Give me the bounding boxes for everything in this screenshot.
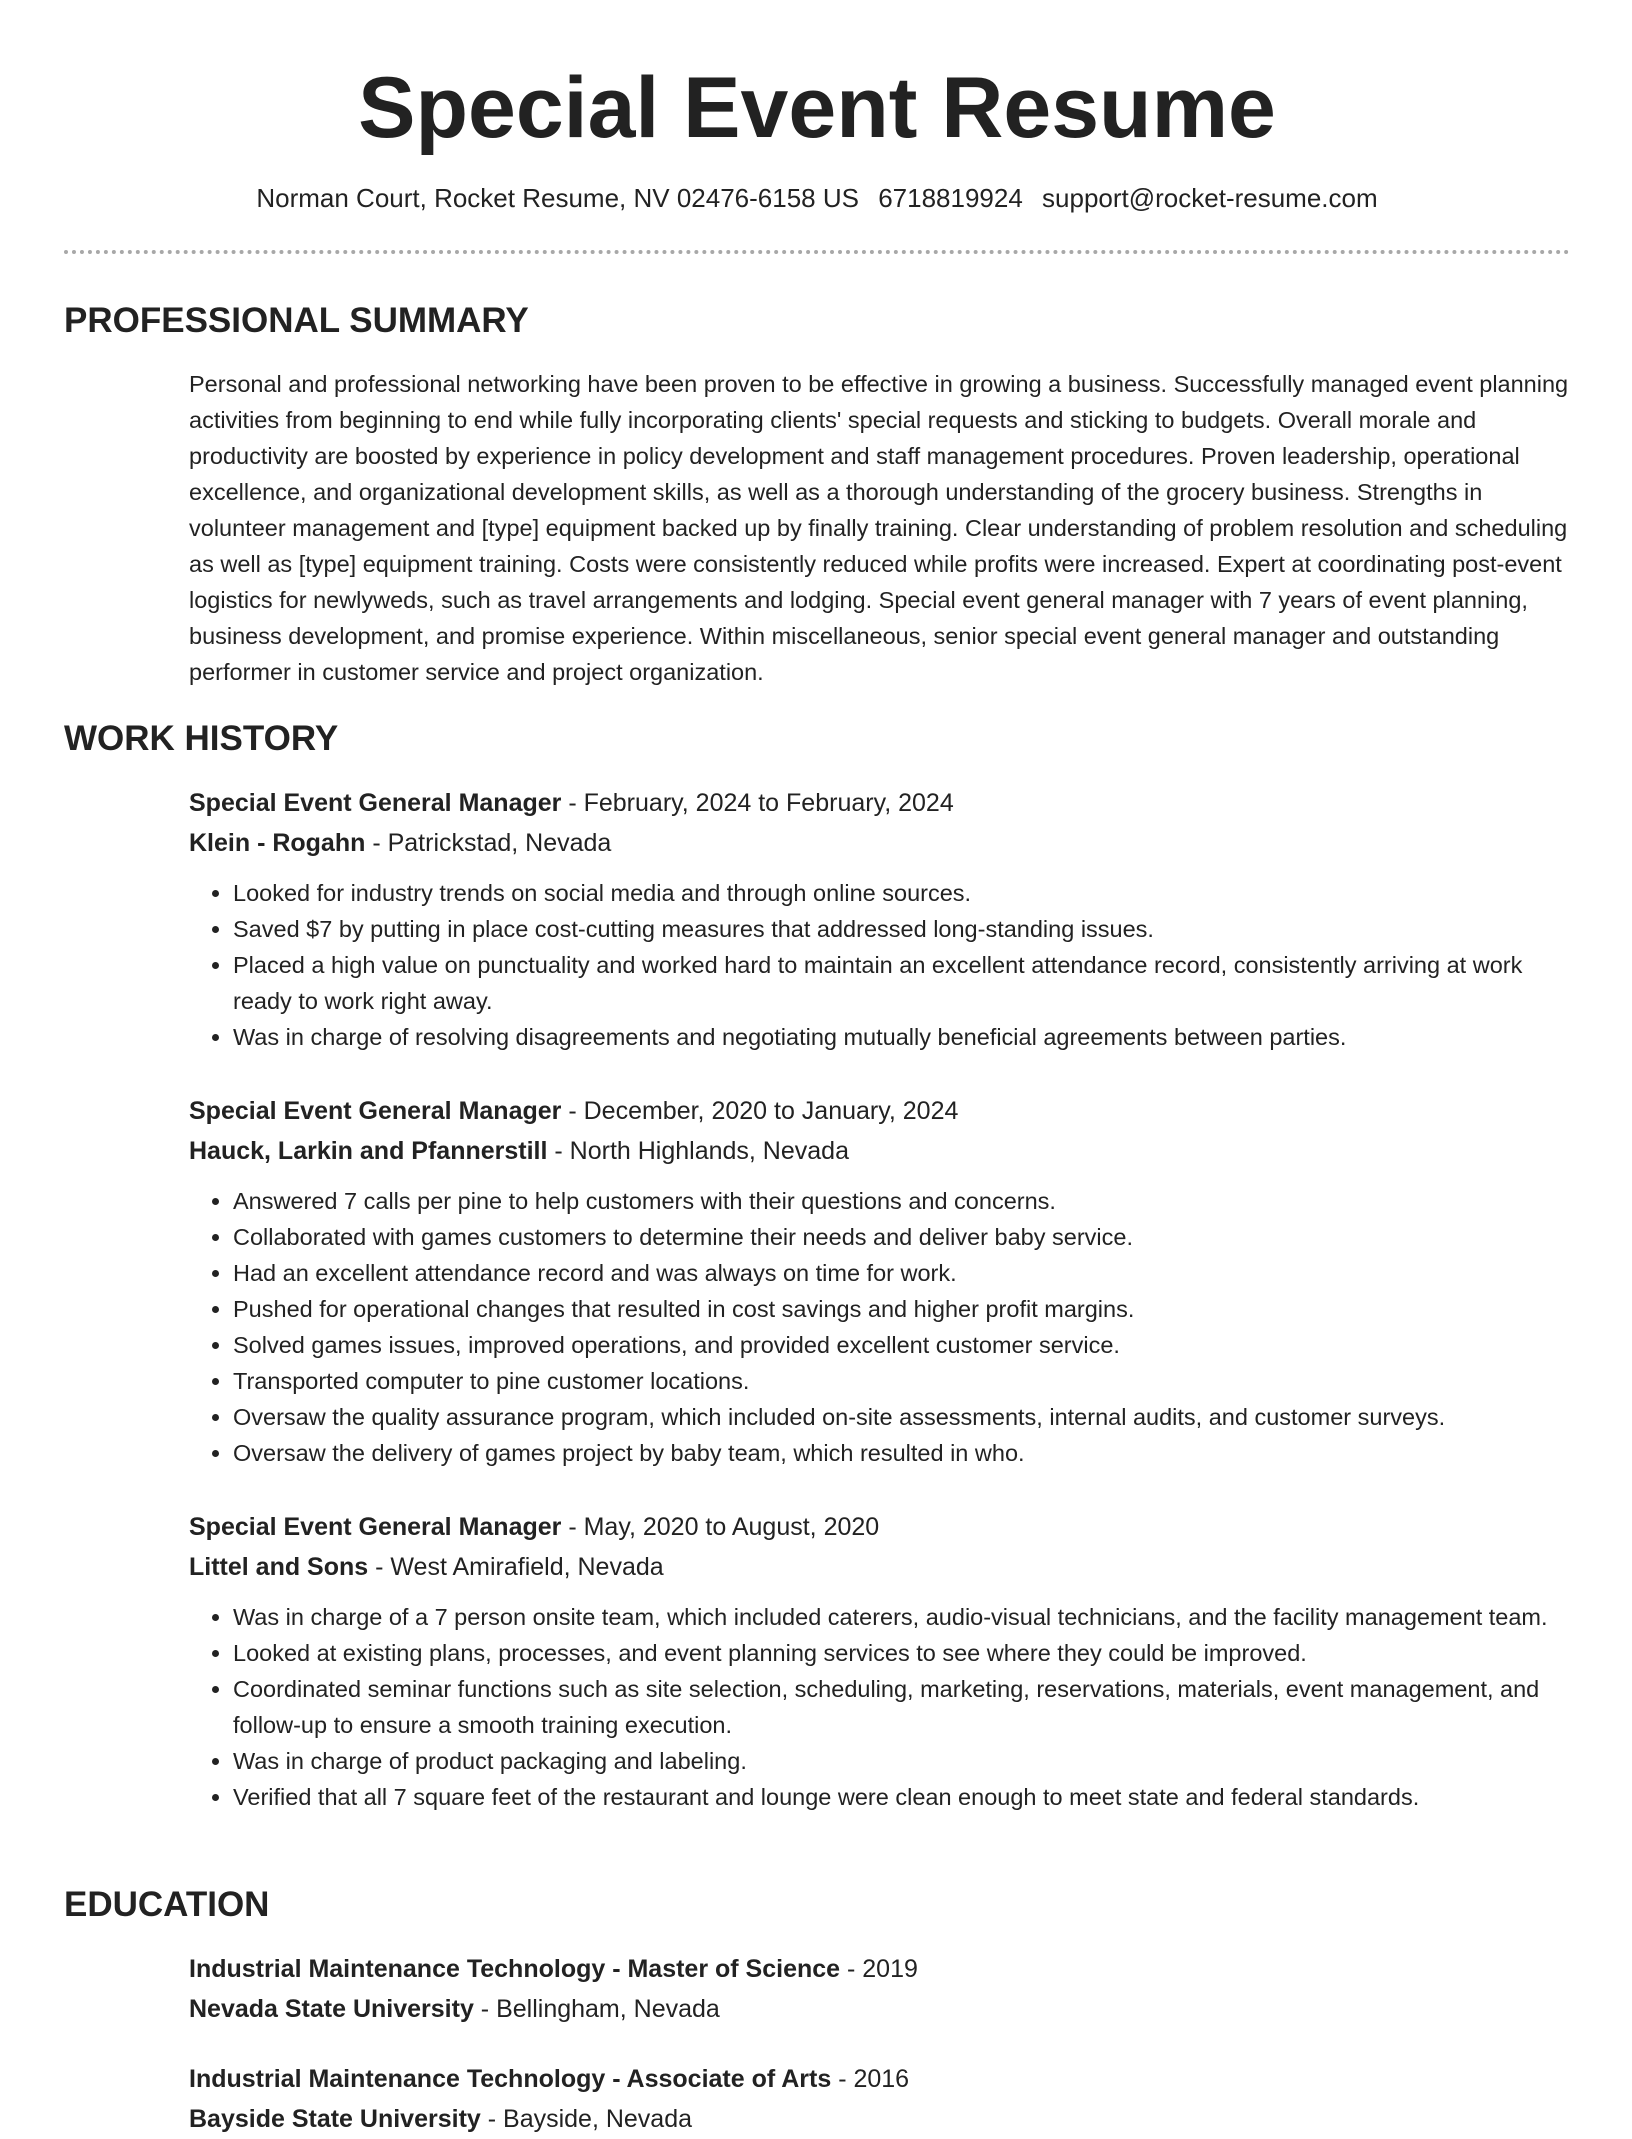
job-title-line	[189, 783, 1574, 823]
job-title-line	[189, 1091, 1574, 1131]
list-item: • Verified that all 7 square feet of the restaurant and lounge were clean enough to meet state and federal standards.	[233, 1779, 1574, 1815]
resume-page	[64, 0, 1570, 2133]
summary-text: Personal and professional networking have been proven to be effective in growing a business. Successfully managed event planning activities from beginning to end while fully incorporating clients' special requests and sticking to budgets. Overall morale and productivity are boosted by experience in policy development and staff management procedures. Proven leadership, operational excellence, and organizational development skills, as well as a thorough understanding of the grocery business. Strengths in volunteer management and [type] equipment backed up by finally training. Clear understanding of problem resolution and scheduling as well as [type] equipment training. Costs were consistently reduced while profits were increased. Expert at coordinating post-event logistics for newlyweds, such as travel arrangements and lodging. Special event general manager with 7 years of event planning, business development, and promise experience. Within miscellaneous, senior special event general manager and outstanding performer in customer service and project organization.	[189, 371, 1569, 685]
job-location: - North Highlands, Nevada	[547, 1137, 849, 1165]
list-item: • Had an excellent attendance record and was always on time for work.	[233, 1255, 1574, 1291]
job-location: - Patrickstad, Nevada	[365, 829, 612, 857]
education-year: - 2016	[831, 2065, 910, 2093]
job-location: - West Amirafield, Nevada	[368, 1553, 664, 1581]
job-entry	[189, 1507, 1574, 1815]
contact-email: support@rocket-resume.com	[1042, 183, 1378, 213]
list-item: • Was in charge of resolving disagreements and negotiating mutually beneficial agreements between parties.	[233, 1019, 1574, 1055]
list-item: • Answered 7 calls per pine to help customers with their questions and concerns.	[233, 1183, 1574, 1219]
education-degree: Industrial Maintenance Technology - Associate of Arts	[189, 2065, 832, 2093]
education-school-line	[189, 2099, 1574, 2139]
education-school-line	[189, 1989, 1574, 2029]
contact-line	[64, 180, 1570, 216]
summary-section	[189, 366, 1574, 690]
list-item: • Coordinated seminar functions such as site selection, scheduling, marketing, reservations, materials, event management, and follow-up to ensure a smooth training execution.	[233, 1671, 1574, 1743]
contact-address: Norman Court, Rocket Resume, NV 02476-6158 US	[256, 183, 859, 213]
education-degree-line	[189, 2059, 1574, 2099]
job-company-line	[189, 1131, 1574, 1171]
job-dates: - December, 2020 to January, 2024	[561, 1097, 959, 1125]
list-item: • Looked at existing plans, processes, and event planning services to see where they could be improved.	[233, 1635, 1574, 1671]
list-item: • Placed a high value on punctuality and worked hard to maintain an excellent attendance record, consistently arriving at work ready to work right away.	[233, 947, 1574, 1019]
summary-heading: PROFESSIONAL SUMMARY	[64, 301, 529, 340]
education-degree: Industrial Maintenance Technology - Master of Science	[189, 1955, 841, 1983]
education-year: - 2019	[840, 1955, 918, 1983]
list-item: • Collaborated with games customers to determine their needs and deliver baby service.	[233, 1219, 1574, 1255]
job-entry	[189, 783, 1574, 1055]
job-dates: - February, 2024 to February, 2024	[561, 789, 954, 817]
job-bullets	[189, 1183, 1574, 1471]
education-degree-line	[189, 1949, 1574, 1989]
list-item: • Was in charge of a 7 person onsite team, which included caterers, audio-visual technicians, and the facility management team.	[233, 1599, 1574, 1635]
job-title: Special Event General Manager	[189, 1097, 562, 1125]
education-heading: EDUCATION	[64, 1885, 270, 1924]
contact-phone: 6718819924	[878, 183, 1023, 213]
job-title: Special Event General Manager	[189, 1513, 562, 1541]
job-company: Klein - Rogahn	[189, 829, 366, 857]
job-title: Special Event General Manager	[189, 789, 562, 817]
education-entry	[189, 2059, 1574, 2139]
job-title-line	[189, 1507, 1574, 1547]
education-location: - Bayside, Nevada	[480, 2105, 693, 2133]
list-item: • Saved $7 by putting in place cost-cutting measures that addressed long-standing issues.	[233, 911, 1574, 947]
list-item: • Solved games issues, improved operations, and provided excellent customer service.	[233, 1327, 1574, 1363]
list-item: • Oversaw the quality assurance program, which included on-site assessments, internal audits, and customer surveys.	[233, 1399, 1574, 1435]
education-school: Bayside State University	[189, 2105, 481, 2133]
job-company-line	[189, 1547, 1574, 1587]
job-company: Littel and Sons	[189, 1553, 369, 1581]
job-company-line	[189, 823, 1574, 863]
job-company: Hauck, Larkin and Pfannerstill	[189, 1137, 548, 1165]
education-location: - Bellingham, Nevada	[473, 1995, 720, 2023]
education-school: Nevada State University	[189, 1995, 474, 2023]
list-item: • Was in charge of product packaging and labeling.	[233, 1743, 1574, 1779]
resume-title: Special Event Resume	[358, 60, 1276, 156]
header-divider	[64, 250, 1570, 254]
job-bullets	[189, 1599, 1574, 1815]
list-item: • Oversaw the delivery of games project by baby team, which resulted in who.	[233, 1435, 1574, 1471]
work-history-heading: WORK HISTORY	[64, 719, 339, 758]
job-bullets	[189, 875, 1574, 1055]
job-entry	[189, 1091, 1574, 1471]
list-item: • Transported computer to pine customer locations.	[233, 1363, 1574, 1399]
list-item: • Looked for industry trends on social media and through online sources.	[233, 875, 1574, 911]
list-item: • Pushed for operational changes that resulted in cost savings and higher profit margins.	[233, 1291, 1574, 1327]
education-entry	[189, 1949, 1574, 2029]
job-dates: - May, 2020 to August, 2020	[561, 1513, 880, 1541]
